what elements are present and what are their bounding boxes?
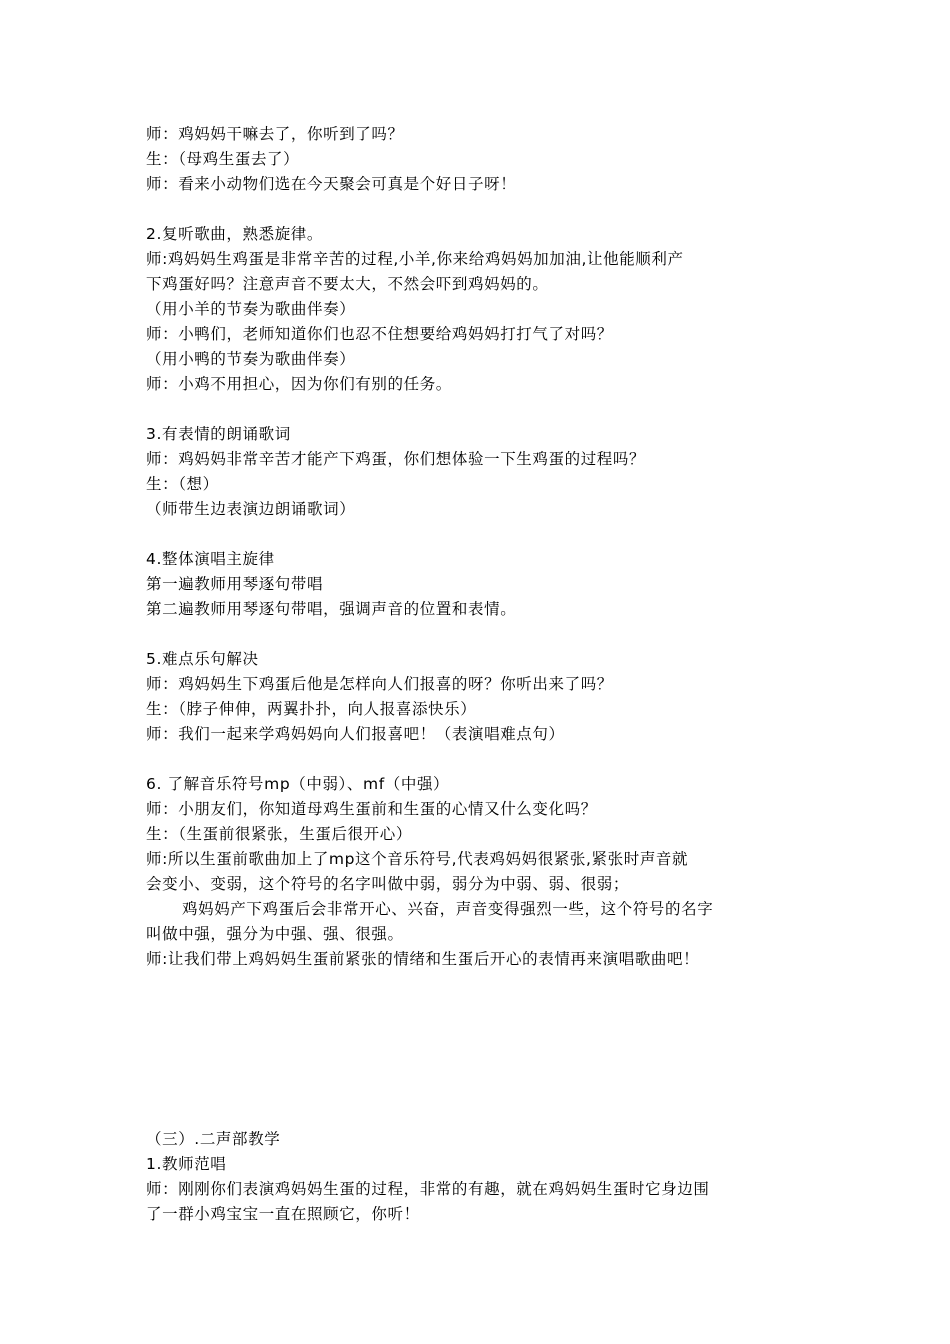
text-line: 生：（生蛋前很紧张，生蛋后很开心） bbox=[146, 825, 412, 843]
text-line-indented: 鸡妈妈产下鸡蛋后会非常开心、兴奋，声音变得强烈一些，这个符号的名字 bbox=[182, 900, 714, 918]
text-line: 生：（脖子伸伸，两翼扑扑，向人报喜添快乐） bbox=[146, 700, 477, 718]
text-line: 下鸡蛋好吗？注意声音不要太大，不然会吓到鸡妈妈的。 bbox=[146, 275, 549, 293]
text-line: 师：看来小动物们选在今天聚会可真是个好日子呀！ bbox=[146, 175, 517, 193]
spacer bbox=[146, 972, 816, 1127]
text-line: 师：刚刚你们表演鸡妈妈生蛋的过程，非常的有趣，就在鸡妈妈生蛋时它身边围 bbox=[146, 1180, 710, 1198]
text-line: （师带生边表演边朗诵歌词） bbox=[146, 500, 356, 518]
text-line: 师：鸡妈妈非常辛苦才能产下鸡蛋，你们想体验一下生鸡蛋的过程吗？ bbox=[146, 450, 646, 468]
spacer bbox=[146, 747, 816, 772]
text-line: 会变小、变弱，这个符号的名字叫做中弱，弱分为中弱、弱、很弱； bbox=[146, 875, 630, 893]
text-line: 师：鸡妈妈干嘛去了，你听到了吗？ bbox=[146, 125, 404, 143]
text-line: 师:让我们带上鸡妈妈生蛋前紧张的情绪和生蛋后开心的表情再来演唱歌曲吧！ bbox=[146, 950, 700, 968]
step-5-difficult-phrase bbox=[146, 647, 816, 747]
text-line: 了一群小鸡宝宝一直在照顾它，你听！ bbox=[146, 1205, 420, 1223]
step-2-relisten bbox=[146, 222, 816, 397]
text-line: 第二遍教师用琴逐句带唱，强调声音的位置和表情。 bbox=[146, 600, 517, 618]
document-page bbox=[146, 122, 816, 1227]
text-line: （用小鸭的节奏为歌曲伴奏） bbox=[146, 350, 356, 368]
text-line: 叫做中强，强分为中强、强、很强。 bbox=[146, 925, 404, 943]
text-line: 师：小鸭们，老师知道你们也忍不住想要给鸡妈妈打打气了对吗？ bbox=[146, 325, 613, 343]
text-line: （用小羊的节奏为歌曲伴奏） bbox=[146, 300, 356, 318]
text-line: 师：小朋友们，你知道母鸡生蛋前和生蛋的心情又什么变化吗？ bbox=[146, 800, 597, 818]
section-3-two-part bbox=[146, 1127, 816, 1227]
dialogue-block-intro bbox=[146, 122, 816, 197]
spacer bbox=[146, 397, 816, 422]
step-heading: 1.教师范唱 bbox=[146, 1155, 227, 1173]
text-line: 师:鸡妈妈生鸡蛋是非常辛苦的过程,小羊,你来给鸡妈妈加加油,让他能顺利产 bbox=[146, 250, 684, 268]
spacer bbox=[146, 522, 816, 547]
step-heading: 5.难点乐句解决 bbox=[146, 650, 259, 668]
step-heading: 4.整体演唱主旋律 bbox=[146, 550, 275, 568]
text-line: 生：（想） bbox=[146, 475, 219, 493]
step-heading: 6. 了解音乐符号mp（中弱）、mf（中强） bbox=[146, 775, 450, 793]
step-4-sing bbox=[146, 547, 816, 622]
text-line: 师：我们一起来学鸡妈妈向人们报喜吧！（表演唱难点句） bbox=[146, 725, 565, 743]
text-line: 第一遍教师用琴逐句带唱 bbox=[146, 575, 324, 593]
spacer bbox=[146, 622, 816, 647]
step-6-music-symbols bbox=[146, 772, 816, 972]
text-line: 师：小鸡不用担心，因为你们有别的任务。 bbox=[146, 375, 452, 393]
step-3-recite bbox=[146, 422, 816, 522]
text-line: 生：（母鸡生蛋去了） bbox=[146, 150, 300, 168]
text-line: 师：鸡妈妈生下鸡蛋后他是怎样向人们报喜的呀？你听出来了吗？ bbox=[146, 675, 613, 693]
step-heading: 3.有表情的朗诵歌词 bbox=[146, 425, 291, 443]
step-heading: 2.复听歌曲，熟悉旋律。 bbox=[146, 225, 323, 243]
section-heading: （三）.二声部教学 bbox=[146, 1130, 281, 1148]
text-line: 师:所以生蛋前歌曲加上了mp这个音乐符号,代表鸡妈妈很紧张,紧张时声音就 bbox=[146, 850, 689, 868]
spacer bbox=[146, 197, 816, 222]
